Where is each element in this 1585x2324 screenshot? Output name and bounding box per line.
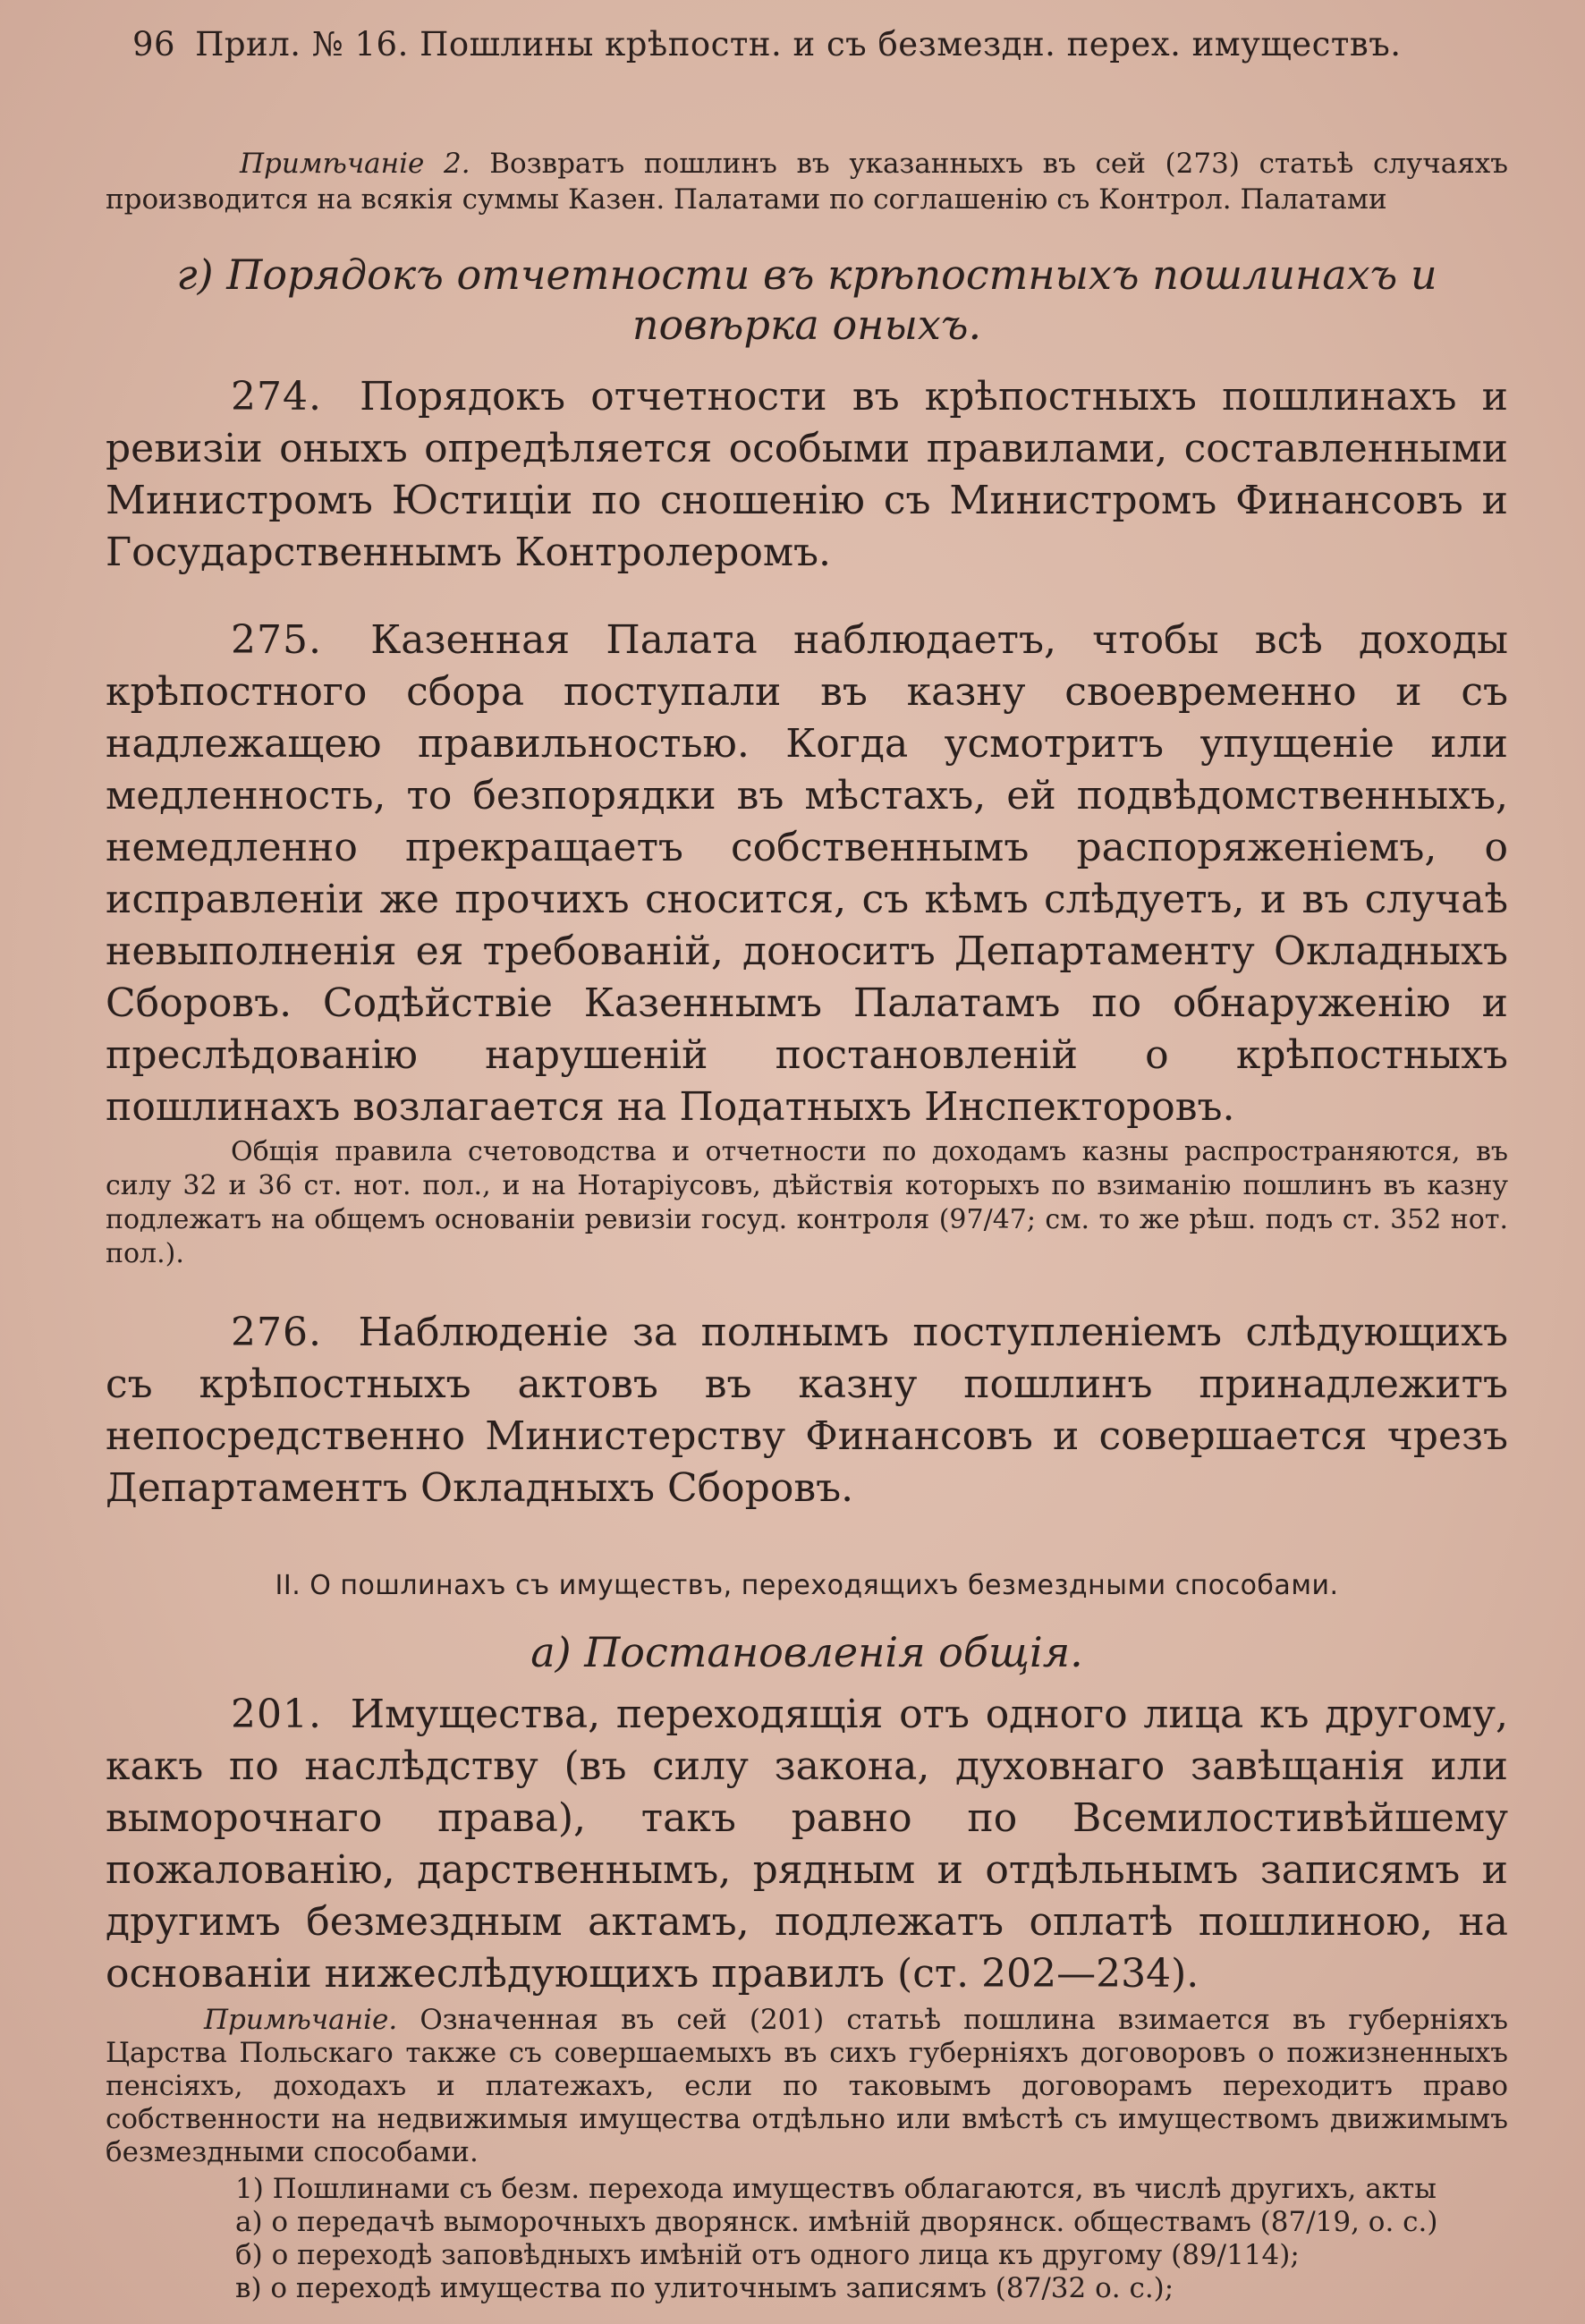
section-II-heading: II. О пошлинахъ съ имуществъ, переходящихъ безмездными способами. xyxy=(275,1570,1339,1601)
article-274 xyxy=(106,371,1508,579)
note-text: Возвратъ пошлинъ въ указанныхъ въ сей (273) статьѣ случаяхъ производится на всякія суммы Казен. Палатами по соглашенію съ Контрол. Палатами xyxy=(106,148,1508,216)
list-item: а) о передачѣ выморочныхъ дворянск. имѣній дворянск. обществамъ (87/19, о. с.) xyxy=(235,2206,1438,2238)
section-g-heading: г) Порядокъ отчетности въ крѣпостныхъ пошлинахъ и повѣрка оныхъ. xyxy=(176,250,1437,349)
note-2-top xyxy=(106,146,1508,217)
article-201 xyxy=(106,1689,1508,2000)
note-label: Примѣчаніе. xyxy=(204,2004,398,2036)
list-item: в) о переходѣ имущества по улиточнымъ записямъ (87/32 о. с.); xyxy=(235,2272,1174,2304)
running-header xyxy=(132,25,1508,64)
article-number: 276. xyxy=(231,1310,322,1355)
article-text: Казенная Палата наблюдаетъ, чтобы всѣ доходы крѣпостного сбора поступали въ казну своевременно и съ надлежащею правильностью. Когда усмотритъ упущеніе или медленность, то безпорядки въ мѣстахъ, ей подвѣдомственныхъ, немедленно прекращаетъ собственнымъ распоряженіемъ, о исправленіи же прочихъ сносится, съ кѣмъ слѣдуетъ, и въ случаѣ невыполненія ея требованій, доноситъ Департаменту Окладныхъ Сборовъ. Содѣйствіе Казеннымъ Палатамъ по обнаруженію и преслѣдованію нарушеній постановленій о крѣпостныхъ пошлинахъ возлагается на Податныхъ Инспекторовъ. xyxy=(106,617,1508,1130)
list-item: 1) Пошлинами съ безм. перехода имуществъ облагаются, въ числѣ другихъ, акты xyxy=(235,2173,1437,2205)
page-number: 96 xyxy=(132,25,176,64)
article-text: Наблюденіе за полнымъ поступленіемъ слѣдующихъ съ крѣпостныхъ актовъ въ казну пошлинъ принадлежитъ непосредственно Министерству Финансовъ и совершается чрезъ Департаментъ Окладныхъ Сборовъ. xyxy=(106,1310,1508,1511)
article-text: Порядокъ отчетности въ крѣпостныхъ пошлинахъ и ревизіи оныхъ опредѣляется особыми правилами, составленными Министромъ Юстиціи по сношенію съ Министромъ Финансовъ и Государственнымъ Контролеромъ. xyxy=(106,374,1508,575)
list-item: б) о переходѣ заповѣдныхъ имѣній отъ одного лица къ другому (89/114); xyxy=(235,2239,1300,2271)
note-201 xyxy=(106,2004,1508,2169)
running-title: Прил. № 16. Пошлины крѣпостн. и съ безмездн. перех. имуществъ. xyxy=(195,25,1402,64)
note-label: Примѣчаніе 2. xyxy=(240,148,470,180)
article-number: 275. xyxy=(231,617,322,663)
article-275 xyxy=(106,615,1508,1133)
section-a-heading: а) Постановленія общія. xyxy=(530,1628,1083,1676)
article-number: 201. xyxy=(231,1692,322,1737)
article-number: 274. xyxy=(231,374,322,420)
article-275-fine-print: Общія правила счетоводства и отчетности по доходамъ казны распространяются, въ силу 32 и 36 ст. нот. пол., и на Нотаріусовъ, дѣйствія которыхъ по взиманію пошлинъ въ казну подлежатъ на общемъ основаніи ревизіи госуд. контроля (97/47; см. то же рѣш. подъ ст. 352 нот. пол.). xyxy=(106,1136,1508,1269)
note-text: Означенная въ сей (201) статьѣ пошлина взимается въ губерніяхъ Царства Польскаго также съ совершаемыхъ въ сихъ губерніяхъ договоровъ о пожизненныхъ пенсіяхъ, доходахъ и платежахъ, если по таковымъ договорамъ переходитъ право собственности на недвижимыя имущества отдѣльно или вмѣстѣ съ имуществомъ движимымъ безмездными способами. xyxy=(106,2004,1508,2168)
article-text: Имущества, переходящія отъ одного лица къ другому, какъ по наслѣдству (въ силу закона, духовнаго завѣщанія или выморочнаго права), такъ равно по Всемилостивѣйшему пожалованію, дарственнымъ, рядным и отдѣльнымъ записямъ и другимъ безмездным актамъ, подлежатъ оплатѣ пошлиною, на основаніи нижеслѣдующихъ правилъ (ст. 202—234). xyxy=(106,1692,1508,1997)
article-276 xyxy=(106,1307,1508,1514)
acts-list xyxy=(106,2173,1508,2305)
